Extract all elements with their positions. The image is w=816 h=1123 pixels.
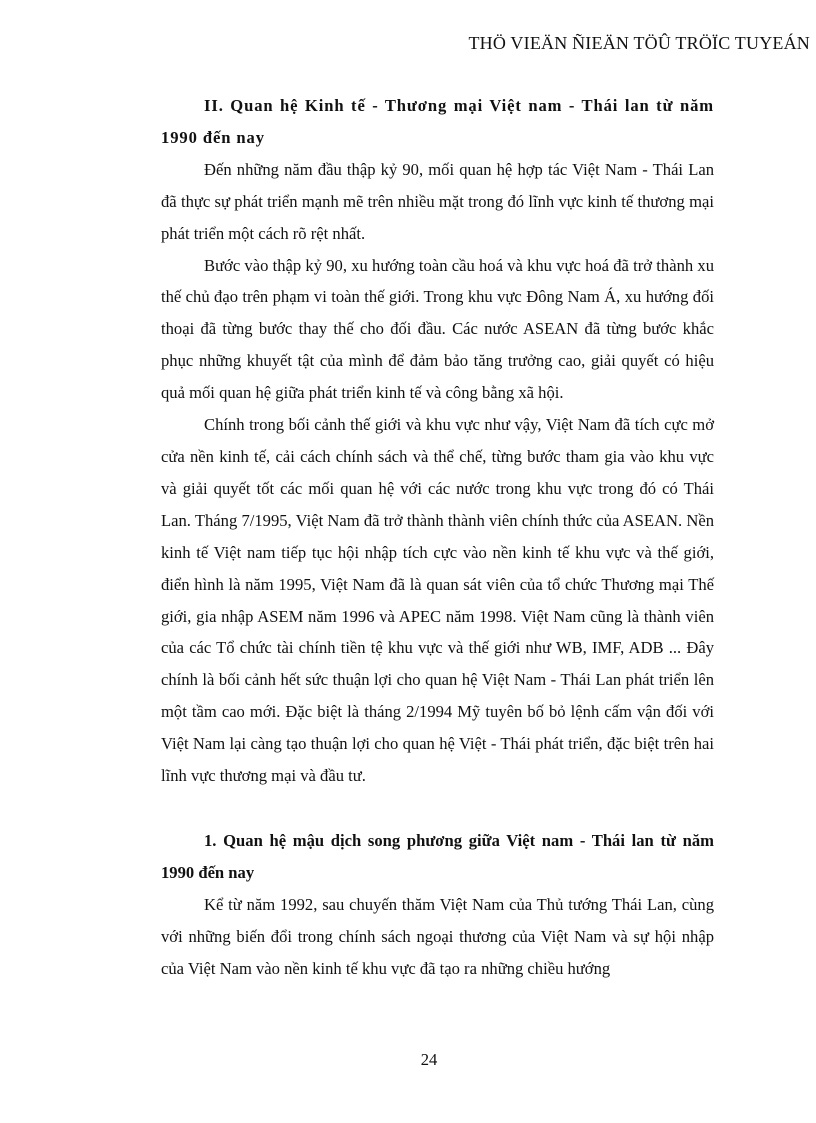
paragraph: Đến những năm đầu thập kỷ 90, mối quan hệ hợp tác Việt Nam - Thái Lan đã thực sự phát triển mạnh mẽ trên nhiều mặt trong đó lĩnh vực kinh tế thương mại phát triển một cách rõ rệt nhất.: [161, 159, 714, 243]
paragraph: Kể từ năm 1992, sau chuyến thăm Việt Nam của Thủ tướng Thái Lan, cùng với những biến đổi trong chính sách ngoại thương của Việt Nam và sự hội nhập của Việt Nam vào nền kinh tế khu vực đã tạo ra những chiều hướng: [161, 894, 714, 978]
subsection-heading: 1. Quan hệ mậu dịch song phương giữa Việt nam - Thái lan từ năm 1990 đến nay: [161, 830, 714, 882]
paragraph: Bước vào thập kỷ 90, xu hướng toàn cầu hoá và khu vực hoá đã trở thành xu thế chủ đạo trên phạm vi toàn thế giới. Trong khu vực Đông Nam Á, xu hướng đối thoại đã từng bước thay thế cho đối đầu. Các nước ASEAN đã từng bước khắc phục những khuyết tật của mình để đảm bảo tăng trưởng cao, giải quyết có hiệu quả mối quan hệ giữa phát triển kinh tế và công bằng xã hội.: [161, 255, 714, 403]
section-heading: II. Quan hệ Kinh tế - Thương mại Việt nam - Thái lan từ năm 1990 đến nay: [161, 96, 714, 147]
paragraph: Chính trong bối cảnh thế giới và khu vực như vậy, Việt Nam đã tích cực mở cửa nền kinh tế, cải cách chính sách và thể chế, từng bước tham gia vào khu vực và giải quyết tốt các mối quan hệ với các nước trong khu vực trong đó có Thái Lan. Tháng 7/1995, Việt Nam đã trở thành thành viên chính thức của ASEAN. Nền kinh tế Việt nam tiếp tục hội nhập tích cực vào nền kinh tế khu vực và thế giới, điển hình là năm 1995, Việt Nam đã là quan sát viên của tổ chức Thương mại Thế giới, gia nhập ASEM năm 1996 và APEC năm 1998. Việt Nam cũng là thành viên của các Tổ chức tài chính tiền tệ khu vực và thế giới như WB, IMF, ADB ... Đây chính là bối cảnh hết sức thuận lợi cho quan hệ Việt Nam - Thái Lan phát triển lên một tầm cao mới. Đặc biệt là tháng 2/1994 Mỹ tuyên bố bỏ lệnh cấm vận đối với Việt Nam lại càng tạo thuận lợi cho quan hệ Việt - Thái phát triển, đặc biệt trên hai lĩnh vực thương mại và đầu tư.: [161, 415, 714, 786]
section-gap: [161, 792, 714, 825]
document-body: [161, 90, 714, 984]
running-header: THÖ VIEÄN ÑIEÄN TÖÛ TRÖÏC TUYEÁN: [468, 33, 810, 53]
page-number: 24: [420, 1050, 438, 1069]
